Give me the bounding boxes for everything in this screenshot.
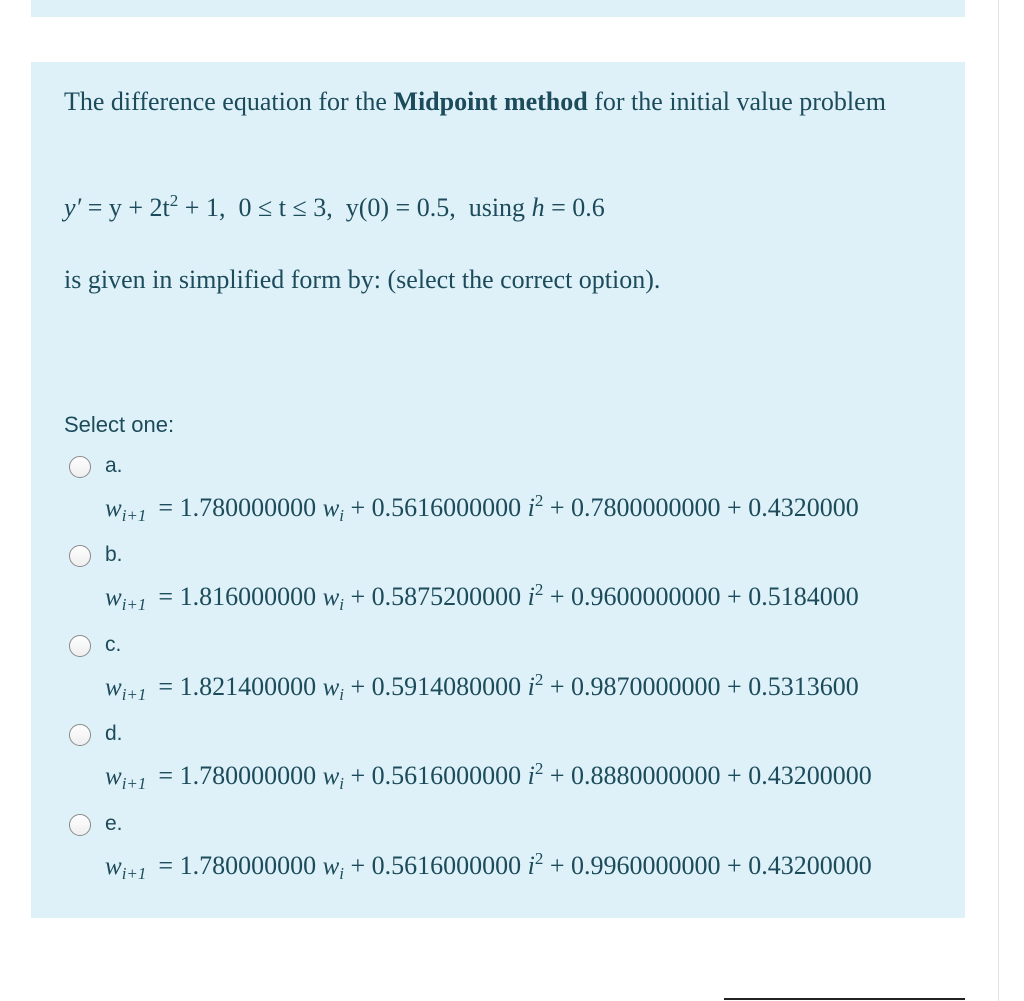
option-equation xyxy=(105,848,872,885)
equation-rhs-tail: + 1, xyxy=(178,193,226,222)
coefficient-w: 1.780000000 xyxy=(179,761,317,790)
option-c[interactable] xyxy=(69,631,965,711)
w-next: w xyxy=(105,674,122,701)
coefficient-w: 1.816000000 xyxy=(179,582,317,611)
w-current: w xyxy=(322,495,340,522)
i-variable: i xyxy=(527,582,535,611)
i-variable: i xyxy=(527,672,535,701)
i-exponent: 2 xyxy=(534,580,544,599)
option-letter: c. xyxy=(105,633,122,656)
equals-sign: = xyxy=(158,672,174,701)
equals-sign: = xyxy=(158,493,174,522)
i-exponent: 2 xyxy=(534,849,544,868)
w-next: w xyxy=(105,495,122,522)
option-equation xyxy=(105,490,859,527)
option-letter: b. xyxy=(105,543,123,566)
w-current: w xyxy=(322,853,340,880)
i-variable: i xyxy=(527,851,535,880)
option-d[interactable] xyxy=(69,720,965,800)
equation-lhs: y′ xyxy=(64,193,82,222)
equation-domain: 0 ≤ t ≤ 3, xyxy=(238,193,333,222)
option-e[interactable] xyxy=(69,810,965,890)
equation-tail: + 0.7800000000 + 0.4320000 xyxy=(549,493,859,522)
initial-condition: y(0) = 0.5, xyxy=(345,193,456,222)
coefficient-w: 1.780000000 xyxy=(179,851,317,880)
w-next-subscript: i+1 xyxy=(121,864,147,883)
w-current-subscript: i xyxy=(339,685,344,704)
coefficient-i-squared: + 0.5616000000 xyxy=(350,493,522,522)
option-letter: e. xyxy=(105,812,123,835)
w-next: w xyxy=(105,853,122,880)
i-variable: i xyxy=(527,761,535,790)
equation-tail: + 0.9870000000 + 0.5313600 xyxy=(549,672,859,701)
radio-button[interactable] xyxy=(69,456,91,478)
w-next-subscript: i+1 xyxy=(121,774,147,793)
ivp-equation xyxy=(64,190,605,226)
equals-sign: = xyxy=(158,582,174,611)
question-card xyxy=(31,62,965,918)
i-exponent: 2 xyxy=(534,759,544,778)
option-equation xyxy=(105,758,872,795)
question-text-lead: The difference equation for the xyxy=(64,87,394,116)
w-current-subscript: i xyxy=(339,595,344,614)
equals-sign: = xyxy=(158,851,174,880)
w-current: w xyxy=(322,674,340,701)
i-exponent: 2 xyxy=(534,670,544,689)
equation-tail: + 0.9960000000 + 0.43200000 xyxy=(549,851,872,880)
w-next: w xyxy=(105,763,122,790)
w-next-subscript: i+1 xyxy=(121,685,147,704)
select-one-label: Select one: xyxy=(64,412,175,437)
question-text-tail: for the initial value problem xyxy=(587,87,886,116)
i-exponent: 2 xyxy=(534,491,544,510)
radio-button[interactable] xyxy=(69,635,91,657)
w-current: w xyxy=(322,763,340,790)
step-size-variable: h xyxy=(531,193,545,222)
coefficient-i-squared: + 0.5616000000 xyxy=(350,851,522,880)
radio-button[interactable] xyxy=(69,814,91,836)
page-right-border xyxy=(998,0,999,1001)
option-equation xyxy=(105,579,859,616)
option-equation xyxy=(105,669,859,706)
previous-question-card-edge xyxy=(31,0,965,17)
question-text xyxy=(64,84,934,120)
equals-sign: = xyxy=(158,761,174,790)
using-label: using xyxy=(468,193,532,222)
w-current-subscript: i xyxy=(339,774,344,793)
w-next-subscript: i+1 xyxy=(121,595,147,614)
option-a[interactable] xyxy=(69,452,965,532)
w-current-subscript: i xyxy=(339,864,344,883)
radio-button[interactable] xyxy=(69,724,91,746)
coefficient-i-squared: + 0.5875200000 xyxy=(350,582,522,611)
equation-tail: + 0.9600000000 + 0.5184000 xyxy=(549,582,859,611)
w-current-subscript: i xyxy=(339,506,344,525)
w-next: w xyxy=(105,584,122,611)
bottom-divider xyxy=(724,998,965,1000)
option-letter: d. xyxy=(105,722,123,745)
equation-tail: + 0.8880000000 + 0.43200000 xyxy=(549,761,872,790)
equation-rhs: = y + 2t xyxy=(87,193,170,222)
option-b[interactable] xyxy=(69,541,965,621)
radio-button[interactable] xyxy=(69,545,91,567)
method-name: Midpoint method xyxy=(393,87,588,116)
coefficient-i-squared: + 0.5914080000 xyxy=(350,672,522,701)
coefficient-w: 1.780000000 xyxy=(179,493,317,522)
w-next-subscript: i+1 xyxy=(121,506,147,525)
question-instruction: is given in simplified form by: (select the correct option). xyxy=(64,265,661,294)
option-letter: a. xyxy=(105,454,123,477)
coefficient-w: 1.821400000 xyxy=(179,672,317,701)
i-variable: i xyxy=(527,493,535,522)
step-size-value: = 0.6 xyxy=(544,193,605,222)
coefficient-i-squared: + 0.5616000000 xyxy=(350,761,522,790)
equation-exponent: 2 xyxy=(169,191,179,210)
w-current: w xyxy=(322,584,340,611)
